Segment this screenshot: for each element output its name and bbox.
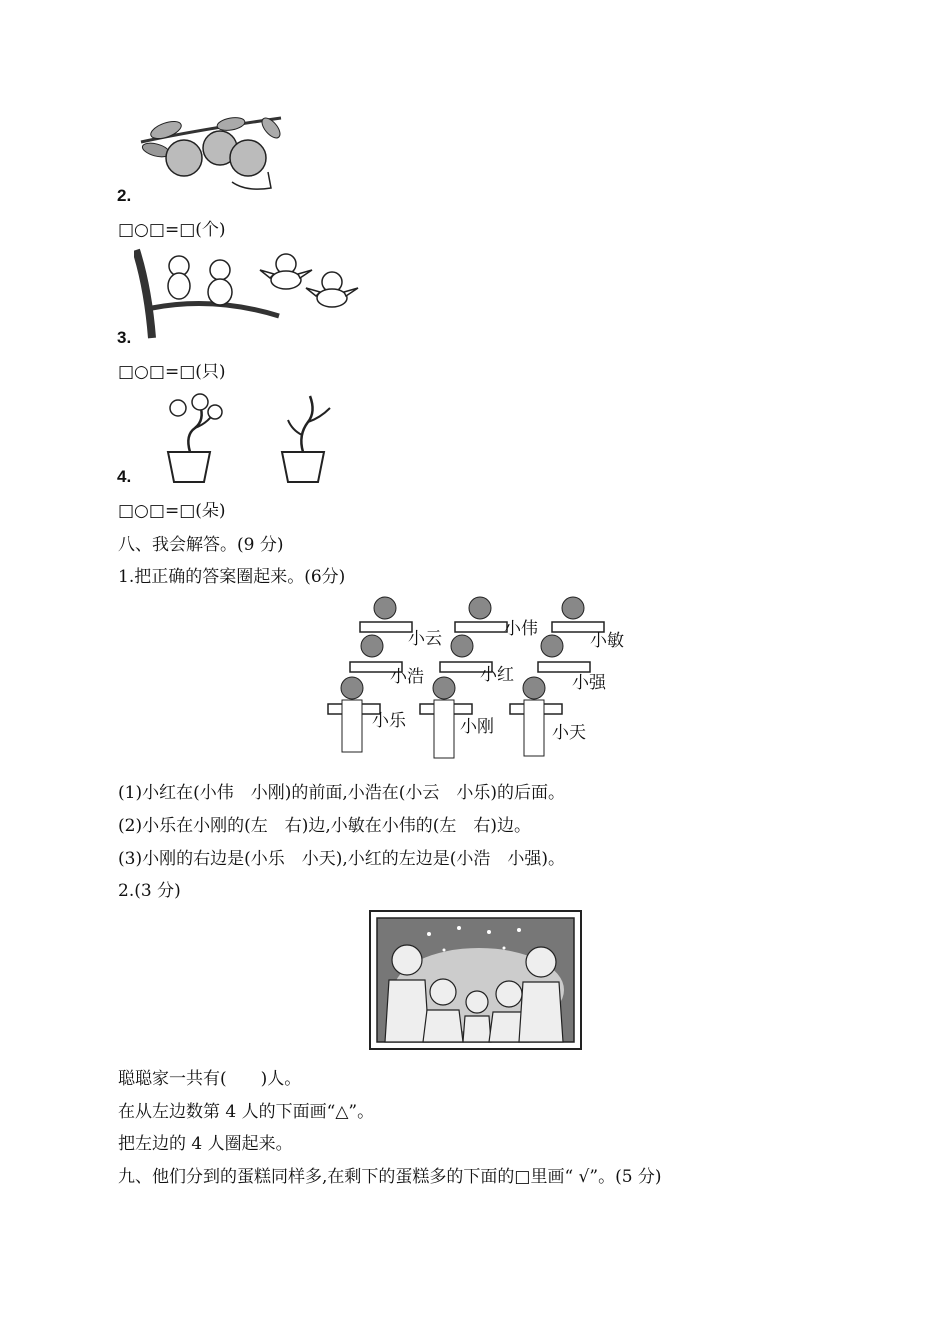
- student-name-label: 小敏: [590, 631, 624, 651]
- question-number: 4.: [117, 467, 132, 486]
- apples-on-branch-illustration: [136, 112, 286, 194]
- question-line: 聪聪家一共有( )人。: [118, 1069, 302, 1089]
- equation-template: □○□=□(个): [118, 220, 226, 240]
- question-line: (3)小刚的右边是(小乐 小天),小红的左边是(小浩 小强)。: [118, 849, 566, 869]
- question-line: 在从左边数第 4 人的下面画“△”。: [118, 1102, 375, 1122]
- question-line: 把左边的 4 人圈起来。: [118, 1134, 293, 1154]
- student-name-label: 小乐: [372, 711, 406, 731]
- question-line: (2)小乐在小刚的(左 右)边,小敏在小伟的(左 右)边。: [118, 816, 532, 836]
- student-name-label: 小天: [552, 723, 586, 743]
- question-title: 2.(3 分): [118, 881, 181, 901]
- student-name-label: 小浩: [390, 667, 424, 687]
- student-name-label: 小刚: [460, 717, 494, 737]
- family-photo-illustration: [369, 910, 582, 1050]
- question-title: 1.把正确的答案圈起来。(6分): [118, 567, 346, 587]
- student-name-label: 小伟: [504, 619, 538, 639]
- section-heading: 八、我会解答。(9 分): [118, 535, 284, 555]
- equation-template: □○□=□(只): [118, 362, 226, 382]
- student-name-label: 小强: [572, 673, 606, 693]
- question-number: 3.: [117, 328, 132, 347]
- question-number: 2.: [117, 186, 132, 205]
- equation-template: □○□=□(朵): [118, 501, 226, 521]
- student-name-label: 小红: [480, 665, 514, 685]
- flower-pots-illustration: [160, 390, 340, 485]
- section-heading: 九、他们分到的蛋糕同样多,在剩下的蛋糕多的下面的□里画“ √”。(5 分): [118, 1167, 662, 1187]
- birds-on-branch-illustration: [134, 248, 359, 340]
- question-line: (1)小红在(小伟 小刚)的前面,小浩在(小云 小乐)的后面。: [118, 783, 566, 803]
- classroom-seating-illustration: [320, 594, 635, 766]
- student-name-label: 小云: [408, 629, 442, 649]
